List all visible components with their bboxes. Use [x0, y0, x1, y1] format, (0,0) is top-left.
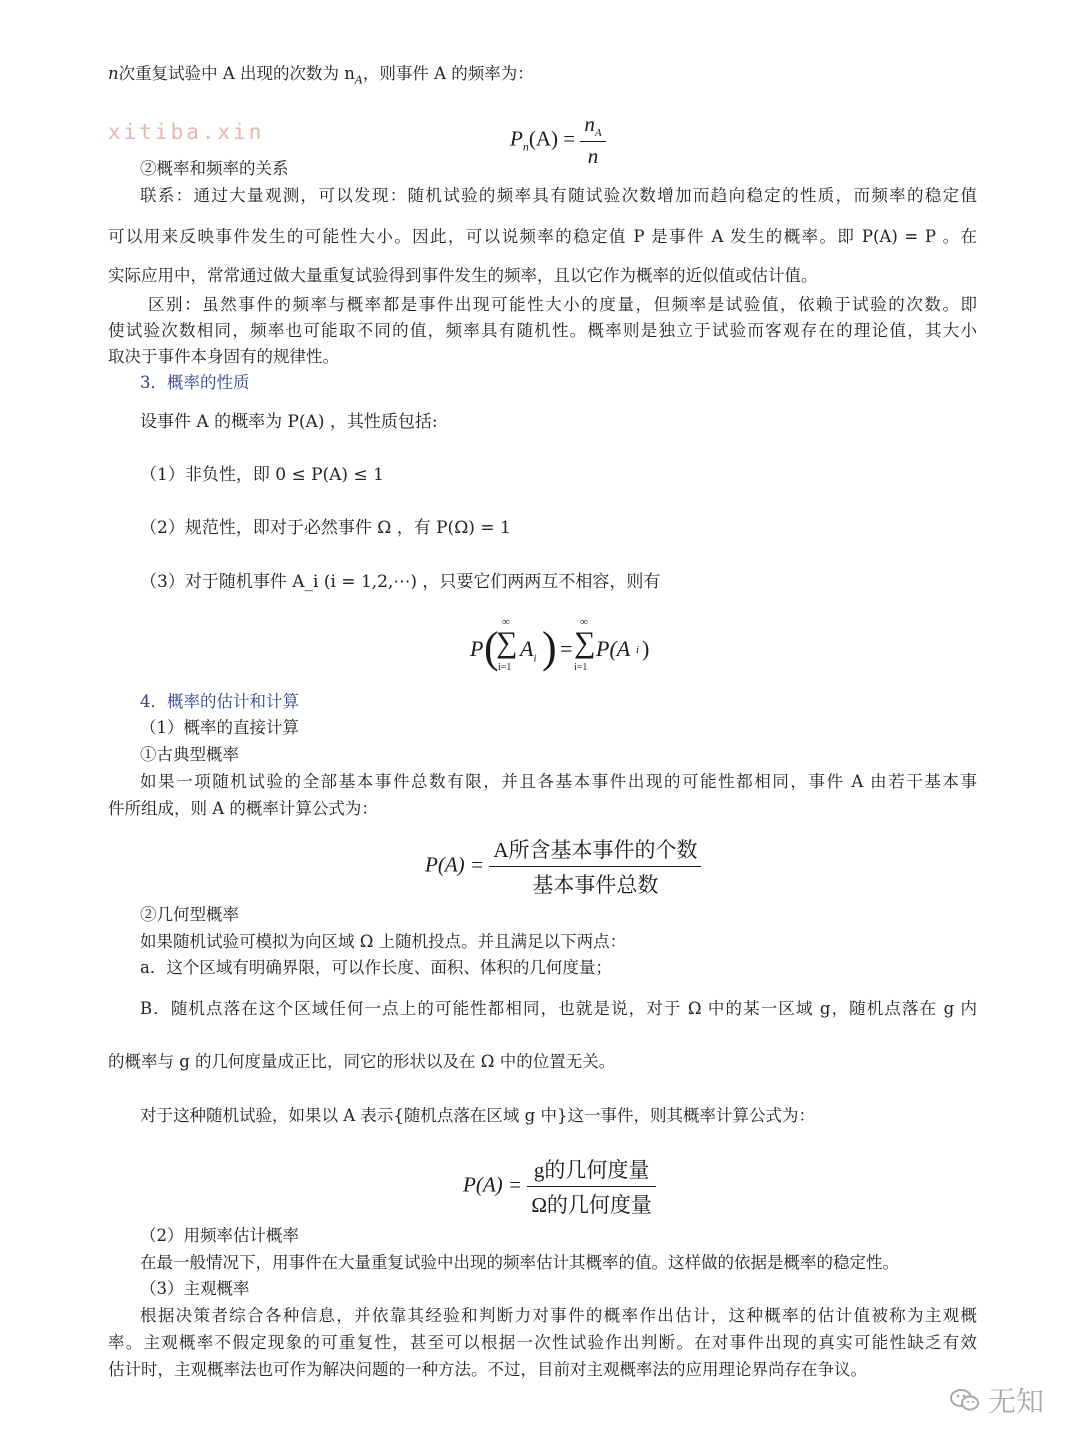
paragraph-line: 的概率与 g 的几何度量成正比，同它的形状以及在 Ω 中的位置无关。 — [108, 1052, 616, 1071]
property-item-2: （2）规范性，即对于必然事件 Ω ，有 P(Ω) = 1 — [140, 518, 511, 538]
subsection-heading: （2）用频率估计概率 — [140, 1226, 299, 1245]
paragraph-line: 可以用来反映事件发生的可能性大小。因此，可以说频率的稳定值 P 是事件 A 发生的概率。即 P(A) = P 。在 — [108, 227, 977, 246]
paragraph-line: 如果随机试验可模拟为向区域 Ω 上随机投点。并且满足以下两点： — [140, 932, 627, 951]
paragraph-line: 取决于事件本身固有的规律性。 — [108, 347, 339, 366]
classic-fraction: $\frac{\text{A所含基本事件的个数}}{\text{基本事件总数}}$ — [489, 834, 701, 899]
paragraph-line: 对于这种随机试验，如果以 A 表示{随机点落在区域 g 中}这一事件，则其概率计算公式为： — [140, 1106, 815, 1125]
paragraph-line: a．这个区域有明确界限，可以作长度、面积、体积的几何度量； — [140, 958, 612, 977]
frequency-fraction: $\frac{n_A}{n}$ — [580, 112, 605, 169]
property-item-1: （1）非负性，即 0 ≤ P(A) ≤ 1 — [140, 465, 384, 485]
geometric-fraction: $\frac{\text{g的几何度量}}{\text{Ω的几何度量}}$ — [527, 1154, 656, 1219]
intro-text-b: ，则事件 A 的频率为： — [362, 64, 534, 83]
paragraph-line: 设事件 A 的概率为 P(A) ，其性质包括: — [140, 412, 438, 432]
sum-symbol: ∑ — [496, 626, 518, 659]
account-name: 无知 — [987, 1385, 1044, 1418]
wechat-icon — [950, 1388, 980, 1412]
sum-symbol: ∑ — [574, 626, 596, 659]
paragraph-line: 率。主观概率不假定现象的可重复性，甚至可以根据一次性试验作出判断。在对事件出现的真实可能性缺乏有效 — [108, 1333, 977, 1352]
paragraph-line: 如果一项随机试验的全部基本事件总数有限，并且各基本事件出现的可能性都相同，事件 A 由若干基本事 — [140, 772, 977, 791]
paragraph-line: 联系：通过大量观测，可以发现：随机试验的频率具有随试验次数增加而趋向稳定的性质，而频率的稳定值 — [140, 186, 977, 205]
document-page: xitiba.xin n次重复试验中 A 出现的次数为 $n_A$，则事件 A 的频率为： $P_n(A)$ = $\frac{n_A}{n}$ ②概率和频率的关系 联系：通过大量观测，可以发现：随机试验的频率具有随试验次数增加而趋向稳定的性质，而频率的稳定值 可以用来反映事件发生的可能性大小。因此，可以说频率的稳定值 P 是事件 A 发生的概率。即 P(A) = P 。在 实际应用中，常常通过做大量重复试验得到事件发生的频率，且以它作为概率的近似值或估计值。 区别：虽然事件的频率与概率都是事件出现可能性大小的度量，但频率是试验值，依赖于试验的次数。即 使试验次数相同，频率也可能取不同的值，频率具有随机性。概率则是独立于试验而客观存在的理论值，其大小 取决于事件本身固有的规律性。 3．概率的性质 设事件 A 的概率为 P(A) ，其性质包括: （1）非负性，即 0 ≤ P(A) ≤ 1 （2）规范性，即对于必然事件 Ω ，有 P(Ω) = 1 （3）对于随机事件 A_i (i = 1,2,⋯) ，只要它们两两互不相容，则有 P ( ∞ ∑ i=1 $A_i$ ) = ∞ ∑ i=1 P(A i ) 4．概率的估计和计算 （1）概率的直接计算 ①古典型概率 如果一项随机试验的全部基本事件总数有限，并且各基本事件出现的可能性都相同，事件 A 由若干基本事 件所组成，则 A 的概率计算公式为： P(A) = $\frac{\text{A所含基本事件的个数}}{\text{基本事件总数}}$ ②几何型概率 如果随机试验可模拟为向区域 Ω 上随机投点。并且满足以下两点： a．这个区域有明确界限，可以作长度、面积、体积的几何度量； B．随机点落在这个区域任何一点上的可能性都相同，也就是说，对于 Ω 中的某一区域 g，随机点落在 g 内 的概率与 g 的几何度量成正比，同它的形状以及在 Ω 中的位置无关。 对于这种随机试验，如果以 A 表示{随机点落在区域 g 中}这一事件，则其概率计算公式为： P(A) = $\frac{\text{g的几何度量}}{\text{Ω的几何度量}}$ （2）用频率估计概率 在最一般情况下，用事件在大量重复试验中出现的频率估计其概率的值。这样做的依据是概率的稳定性。 （3）主观概率 根据决策者综合各种信息，并依靠其经验和判断力对事件的概率作出估计，这种概率的估计值被称为主观概 率。主观概率不假定现象的可重复性，甚至可以根据一次性试验作出判断。在对事件出现的真实可能性缺乏有效 估计时，主观概率法也可作为解决问题的一种方法。不过，目前对主观概率法的应用理论界尚存在争议。 无知 — [108, 64, 1044, 1418]
paragraph-line: 在最一般情况下，用事件在大量重复试验中出现的频率估计其概率的值。这样做的依据是概率的稳定性。 — [140, 1253, 899, 1272]
section-heading-4: 4．概率的估计和计算 — [140, 692, 299, 711]
subsection-heading: ②几何型概率 — [140, 905, 239, 924]
paragraph-line: 估计时，主观概率法也可作为解决问题的一种方法。不过，目前对主观概率法的应用理论界尚存在争议。 — [108, 1360, 867, 1379]
account-badge — [950, 1380, 1044, 1420]
paragraph-line: 实际应用中，常常通过做大量重复试验得到事件发生的频率，且以它作为概率的近似值或估计值。 — [108, 266, 818, 285]
intro-text-a: 次重复试验中 A 出现的次数为 n — [118, 64, 355, 83]
subsection-heading: （3）主观概率 — [140, 1279, 250, 1298]
property-item-3: （3）对于随机事件 A_i (i = 1,2,⋯) ，只要它们两两互不相容，则有 — [140, 572, 661, 592]
subsection-heading: （1）概率的直接计算 — [140, 718, 299, 737]
paragraph-line: 件所组成，则 A 的概率计算公式为： — [108, 799, 378, 818]
watermark: xitiba.xin — [108, 120, 265, 144]
paragraph-line: 区别：虽然事件的频率与概率都是事件出现可能性大小的度量，但频率是试验值，依赖于试验的次数。即 — [148, 295, 977, 314]
intro-line: n次重复试验中 A 出现的次数为 $n_A$，则事件 A 的频率为： — [108, 64, 534, 87]
section-heading-3: 3．概率的性质 — [140, 373, 250, 392]
section-title-relation: ②概率和频率的关系 — [140, 159, 289, 178]
geometric-formula: P(A) = $\frac{\text{g的几何度量}}{\text{Ω的几何度量}}$ — [463, 1154, 656, 1219]
paragraph-line: 根据决策者综合各种信息，并依靠其经验和判断力对事件的概率作出估计，这种概率的估计值被称为主观概 — [140, 1306, 977, 1325]
paragraph-line: 使试验次数相同，频率也可能取不同的值，频率具有随机性。概率则是独立于试验而客观存在的理论值，其大小 — [108, 321, 977, 340]
paragraph-line: B．随机点落在这个区域任何一点上的可能性都相同，也就是说，对于 Ω 中的某一区域 g，随机点落在 g 内 — [140, 999, 977, 1018]
frequency-formula: $P_n(A)$ = $\frac{n_A}{n}$ — [510, 112, 606, 169]
classic-formula: P(A) = $\frac{\text{A所含基本事件的个数}}{\text{基本事件总数}}$ — [425, 834, 701, 899]
subsection-heading: ①古典型概率 — [140, 745, 239, 764]
